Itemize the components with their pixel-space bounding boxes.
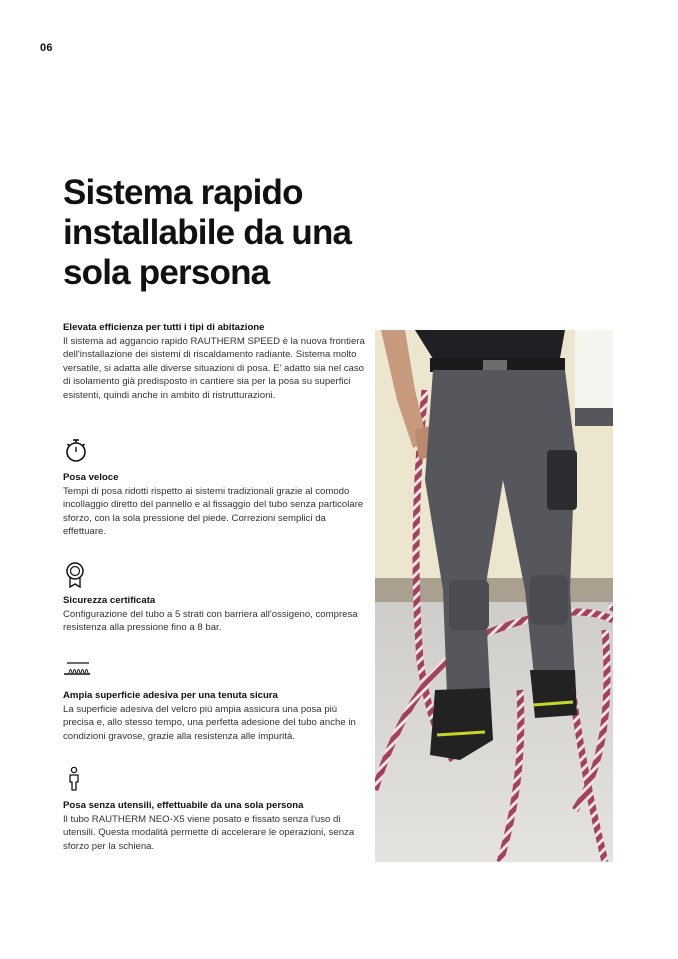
intro-text: Il sistema ad aggancio rapido RAUTHERM SPEED è la nuova frontiera dell'installazione dei sistemi di riscaldamento radiante. Sistema molto versatile, si adatta alle diverse situazioni di posa. E' adatto sia nel caso di isolamento già predisposto in cantiere sia per la posa su superfici esistenti, quindi anche in ambito di ristrutturazioni.	[63, 335, 365, 401]
page-headline: Sistema rapido installabile da una sola persona	[63, 173, 352, 292]
page-number: 06	[40, 42, 53, 54]
feature-text: La superficie adesiva del velcro più ampia assicura una posa più precisa e, allo stesso tempo, una perfetta adesione del tubo anche in condizioni gravose, grazie alla resistenza alle impurità.	[63, 703, 356, 742]
feature-text: Configurazione del tubo a 5 strati con barriera all'ossigeno, compresa resistenza alla pressione fino a 8 bar.	[63, 608, 358, 633]
intro-title: Elevata efficienza per tutti i tipi di abitazione	[63, 322, 265, 333]
feature-title: Posa veloce	[63, 472, 119, 483]
feature-title: Ampia superficie adesiva per una tenuta sicura	[63, 690, 278, 701]
feature-superficie-adesiva	[63, 689, 368, 743]
single-person-icon	[63, 766, 85, 792]
feature-posa-veloce	[63, 471, 368, 539]
stopwatch-icon	[63, 436, 89, 464]
feature-posa-senza-utensili	[63, 799, 368, 853]
installation-photo	[375, 330, 613, 862]
feature-text: Tempi di posa ridotti rispetto ai sistemi tradizionali grazie al comodo incollaggio diretto del pannello e al fissaggio del tubo senza particolare sforzo, con la sola pressione del piede. Correzioni semplici da effettuare.	[63, 485, 364, 537]
feature-sicurezza-certificata	[63, 594, 368, 635]
feature-text: Il tubo RAUTHERM NEO-X5 viene posato e fissato senza l'uso di utensili. Questa modalità permette di accelerare le operazioni, senza sforzo per la schiena.	[63, 813, 355, 852]
intro-section	[63, 321, 368, 402]
feature-title: Sicurezza certificata	[63, 595, 156, 606]
feature-title: Posa senza utensili, effettuabile da una sola persona	[63, 800, 304, 811]
adhesive-surface-icon	[63, 660, 91, 676]
certified-medal-icon	[63, 561, 87, 589]
